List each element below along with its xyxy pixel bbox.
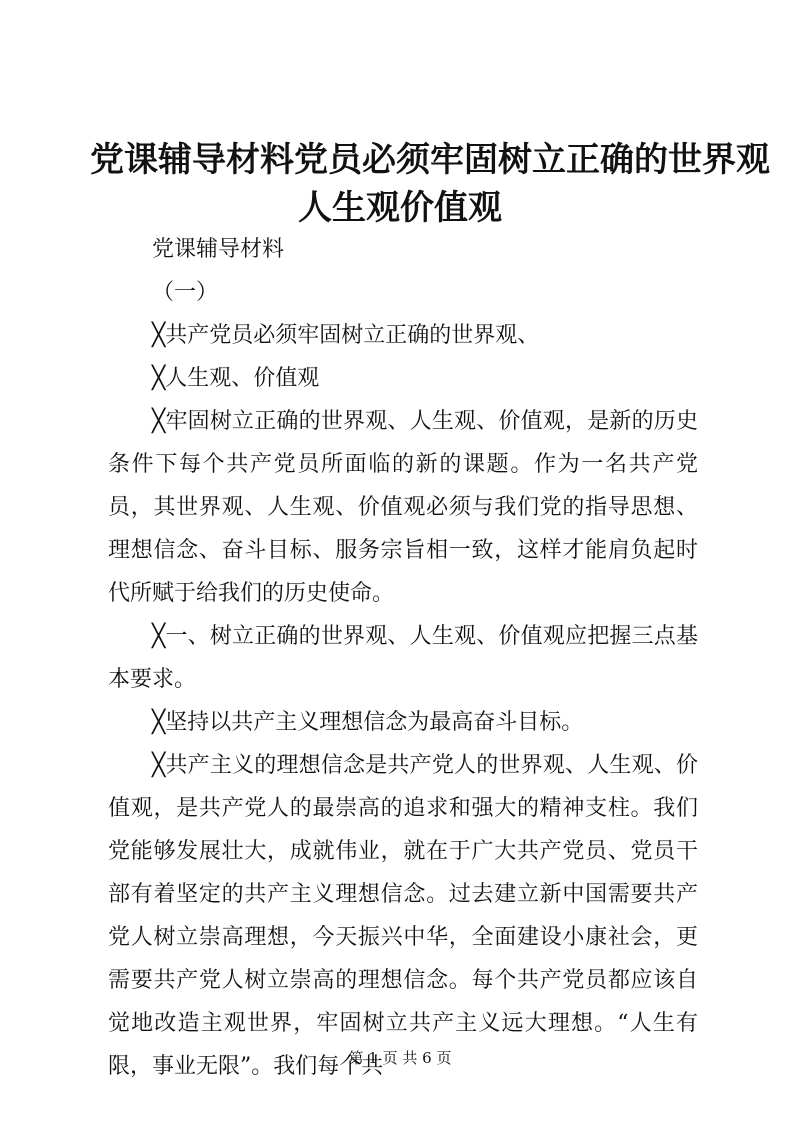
paragraph-body: ╳共产主义的理想信念是共产党人的世界观、人生观、价值观，是共产党人的最崇高的追求和强大的精神支柱。我们党能够发展壮大，成就伟业，就在于广大共产党员、党员干部有着坚定的共产主义理想信念。过去建立新中国需要共产党人树立崇高理想，今天振兴中华，全面建设小康社会，更需要共产党人树立崇高的理想信念。每个共产党员都应该自觉地改造主观世界，牢固树立共产主义远大理想。“人生有限，事业无限”。我们每个共 xyxy=(108,753,698,1079)
paragraph-intro: ╳牢固树立正确的世界观、人生观、价值观，是新的历史条件下每个共产党员所面临的新的课题。作为一名共产党员，其世界观、人生观、价值观必须与我们党的指导思想、理想信念、奋斗目标、服务宗旨相一致，这样才能肩负起时代所赋于给我们的历史使命。 xyxy=(108,409,698,606)
paragraph-subtitle-1: ╳共产党员必须牢固树立正确的世界观、 xyxy=(152,323,540,348)
paragraph-section-number: （一） xyxy=(152,280,219,305)
page-footer: 第 1 页 共 6 页 xyxy=(348,1049,452,1067)
paragraph-sub-point: ╳坚持以共产主义理想信念为最高奋斗目标。 xyxy=(152,710,584,735)
paragraph-point-one: ╳一、树立正确的世界观、人生观、价值观应把握三点基本要求。 xyxy=(108,624,698,692)
paragraph-subtitle-2: ╳人生观、价值观 xyxy=(152,366,320,391)
document-body xyxy=(108,228,698,1088)
document-title-line2: 人生观价值观 xyxy=(298,188,502,228)
document-title-line1: 党课辅导材料党员必须牢固树立正确的世界观 xyxy=(90,140,770,180)
paragraph-heading: 党课辅导材料 xyxy=(152,237,285,262)
